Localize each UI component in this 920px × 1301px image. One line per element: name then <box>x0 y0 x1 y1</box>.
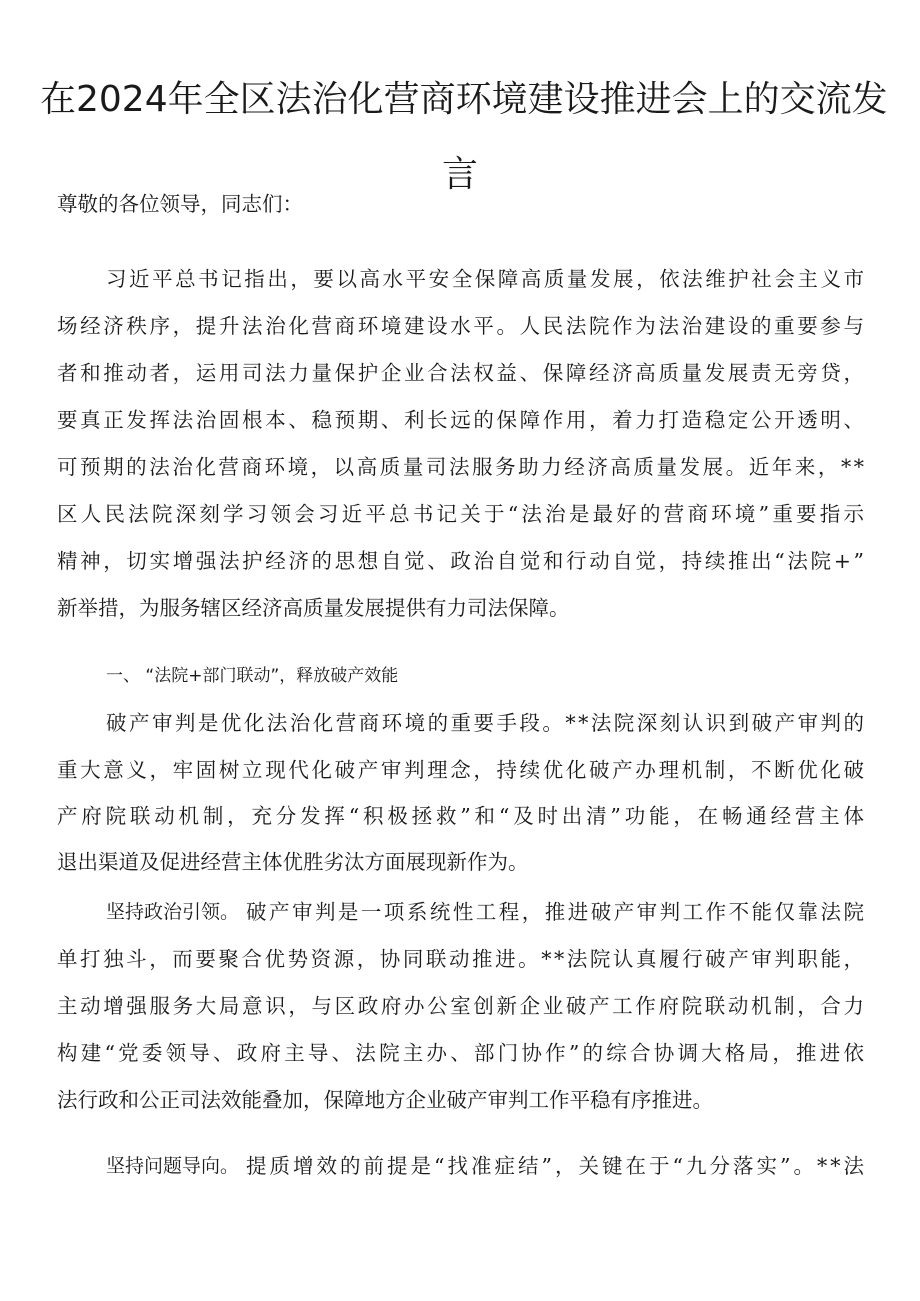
section-heading: 一、 “法院+部门联动”，释放破产效能 <box>106 666 399 686</box>
paragraph1-line: 者和推动者，运用司法力量保护企业合法权益、保障经济高质量发展责无旁贷， <box>57 361 867 385</box>
paragraph2-line: 退出渠道及促进经营主体优胜劣汰方面展现新作为。 <box>57 850 529 874</box>
paragraph2-line: 产府院联动机制，充分发挥“积极拯救”和“及时出清”功能，在畅通经营主体 <box>57 804 868 828</box>
paragraph1-line: 精神，切实增强法护经济的思想自觉、政治自觉和行动自觉，持续推出“法院+” <box>57 549 867 573</box>
paragraph3-line: 主动增强服务大局意识，与区政府办公室创新企业破产工作府院联动机制，合力 <box>57 994 867 1018</box>
paragraph3-lead: 坚持政治引领。 <box>106 901 240 923</box>
paragraph4-line: 提质增效的前提是“找准症结”，关键在于“九分落实”。**法 <box>246 1154 867 1178</box>
paragraph1-line: 要真正发挥法治固根本、稳预期、利长远的保障作用，着力打造稳定公开透明、 <box>57 408 867 432</box>
paragraph1-line: 场经济秩序，提升法治化营商环境建设水平。人民法院作为法治建设的重要参与 <box>57 314 867 338</box>
paragraph4-lead: 坚持问题导向。 <box>106 1155 240 1177</box>
paragraph3-line: 单打独斗，而要聚合优势资源，协同联动推进。**法院认真履行破产审判职能， <box>57 947 867 971</box>
paragraph3-line: 构建“党委领导、政府主导、法院主办、部门协作”的综合协调大格局，推进依 <box>57 1041 868 1065</box>
paragraph2-line: 破产审判是优化法治化营商环境的重要手段。**法院深刻认识到破产审判的 <box>106 711 867 735</box>
paragraph2-line: 重大意义，牢固树立现代化破产审判理念，持续优化破产办理机制，不断优化破 <box>57 758 867 782</box>
paragraph1-line: 可预期的法治化营商环境，以高质量司法服务助力经济高质量发展。近年来，** <box>57 455 867 479</box>
paragraph1-line: 习近平总书记指出，要以高水平安全保障高质量发展，依法维护社会主义市 <box>106 267 867 291</box>
document-title-line1: 在2024年全区法治化营商环境建设推进会上的交流发 <box>40 79 888 120</box>
paragraph1-line: 新举措，为服务辖区经济高质量发展提供有力司法保障。 <box>57 596 570 620</box>
paragraph3-line: 破产审判是一项系统性工程，推进破产审判工作不能仅靠法院 <box>246 900 867 924</box>
document-title-line2: 言 <box>441 154 478 195</box>
paragraph3-line: 法行政和公正司法效能叠加，保障地方企业破产审判工作平稳有序推进。 <box>57 1088 713 1112</box>
salutation: 尊敬的各位领导，同志们： <box>57 192 303 216</box>
paragraph1-line: 区人民法院深刻学习领会习近平总书记关于“法治是最好的营商环境”重要指示 <box>57 502 868 526</box>
